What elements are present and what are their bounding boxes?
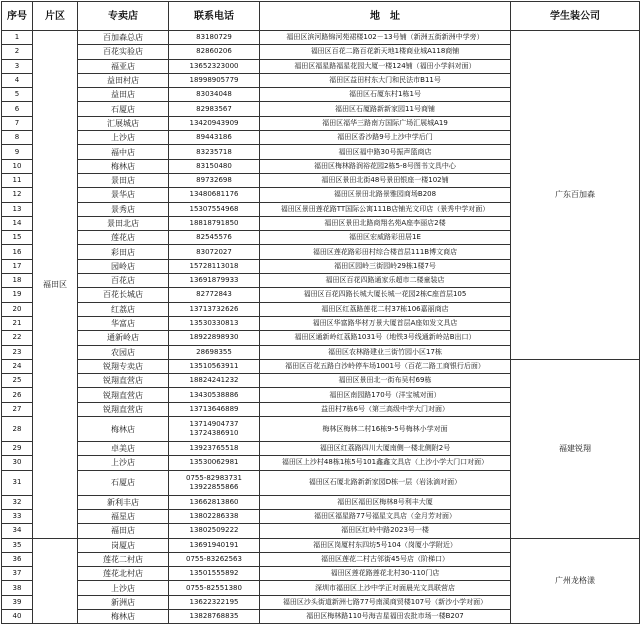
phone-number: 83235718 — [169, 145, 260, 159]
row-number: 38 — [2, 581, 33, 595]
phone-number: 0755-82983731 13922855866 — [169, 470, 260, 495]
store-name: 景秀店 — [78, 202, 169, 216]
table-body — [2, 31, 640, 624]
address: 益田村7栋6号（第三高级中学大门对面） — [260, 402, 511, 416]
store-name: 福星店 — [78, 509, 169, 523]
store-name: 梅林店 — [78, 159, 169, 173]
phone-number: 13714904737 13724386910 — [169, 417, 260, 442]
row-number: 10 — [2, 159, 33, 173]
address: 福田区景田北路景雅园商场B208 — [260, 188, 511, 202]
address: 福田区梅林路润裕花园2栋5-8号图书文具中心 — [260, 159, 511, 173]
row-number: 2 — [2, 45, 33, 59]
address: 福田区华富路华材万景大厦首层A座如发文具店 — [260, 316, 511, 330]
phone-number: 13802286338 — [169, 509, 260, 523]
phone-number: 13713646889 — [169, 402, 260, 416]
row-number: 22 — [2, 331, 33, 345]
row-number: 6 — [2, 102, 33, 116]
phone-number: 15307554968 — [169, 202, 260, 216]
phone-number: 89443186 — [169, 131, 260, 145]
row-number: 23 — [2, 345, 33, 359]
row-number: 15 — [2, 231, 33, 245]
address: 福田区福星路77号福星文具店（金月芳对面） — [260, 509, 511, 523]
row-number: 25 — [2, 374, 33, 388]
store-name: 梅林店 — [78, 417, 169, 442]
phone-number: 13510563911 — [169, 359, 260, 373]
row-number: 36 — [2, 552, 33, 566]
header-row — [2, 2, 640, 31]
table-row — [2, 359, 640, 373]
row-number: 5 — [2, 88, 33, 102]
row-number: 14 — [2, 216, 33, 230]
phone-number: 82545576 — [169, 231, 260, 245]
row-number: 3 — [2, 59, 33, 73]
phone-number: 82772843 — [169, 288, 260, 302]
store-name: 景田北店 — [78, 216, 169, 230]
brand-cell: 福建锐翔 — [511, 359, 640, 538]
address: 福田区百花二路百花新天地1楼商业城A118商铺 — [260, 45, 511, 59]
store-name: 益田店 — [78, 88, 169, 102]
store-name: 新利丰店 — [78, 495, 169, 509]
store-name: 景华店 — [78, 188, 169, 202]
brand-cell: 广州龙格漾 — [511, 538, 640, 624]
row-number: 30 — [2, 456, 33, 470]
row-number: 28 — [2, 417, 33, 442]
phone-number: 83180729 — [169, 31, 260, 45]
header-address: 地 址 — [260, 2, 511, 31]
header-phone: 联系电话 — [169, 2, 260, 31]
address: 福田区梅林路110号海吉星福田农批市场一楼B207 — [260, 609, 511, 623]
address: 福田区石厦东村1栋1号 — [260, 88, 511, 102]
row-number: 17 — [2, 259, 33, 273]
address: 福田区滨河路锦河苑裙楼102－13号铺（新洲五街新洲中学旁） — [260, 31, 511, 45]
address: 福田区红荔路四川大厦南侧一楼北侧附2号 — [260, 442, 511, 456]
address: 福田区园岭三街园岭29栋1楼7号 — [260, 259, 511, 273]
store-name: 新洲店 — [78, 595, 169, 609]
address: 福田区沙头街道新洲七路77号南溪商贸楼107号（新沙小学对面） — [260, 595, 511, 609]
table-row — [2, 31, 640, 45]
store-name: 锐翔专卖店 — [78, 359, 169, 373]
phone-number: 18818791850 — [169, 216, 260, 230]
address: 福田区红荔路莲花二村37栋106嘉丽商店 — [260, 302, 511, 316]
phone-number: 13828768835 — [169, 609, 260, 623]
header-district: 片区 — [33, 2, 78, 31]
row-number: 34 — [2, 524, 33, 538]
store-name: 上沙店 — [78, 131, 169, 145]
address: 福田区福华三路南方国际广场汇展城A19 — [260, 116, 511, 130]
phone-number: 0755-83262563 — [169, 552, 260, 566]
row-number: 24 — [2, 359, 33, 373]
store-name: 百花长城店 — [78, 288, 169, 302]
address: 福田区福星路福星花园大厦一楼124铺（福田小学斜对面） — [260, 59, 511, 73]
district-cell: 福田区 — [33, 31, 78, 539]
row-number: 35 — [2, 538, 33, 552]
store-name: 莲花二村店 — [78, 552, 169, 566]
phone-number: 18824241232 — [169, 374, 260, 388]
address: 福田区南园路170号（洋宝城对面） — [260, 388, 511, 402]
row-number: 29 — [2, 442, 33, 456]
row-number: 33 — [2, 509, 33, 523]
store-name: 百加森总店 — [78, 31, 169, 45]
store-name: 通新岭店 — [78, 331, 169, 345]
store-name: 百花实验店 — [78, 45, 169, 59]
address: 福田区石厦北路新新家园D栋一层（岩泳滴对面） — [260, 470, 511, 495]
store-name: 梅林店 — [78, 609, 169, 623]
store-name: 岗厦店 — [78, 538, 169, 552]
address: 福田区石厦路新新家园11号商铺 — [260, 102, 511, 116]
row-number: 4 — [2, 73, 33, 87]
phone-number: 13622322195 — [169, 595, 260, 609]
address: 福田区百花四路长城大厦长城一花园2栋C座首层105 — [260, 288, 511, 302]
header-brand: 学生装公司 — [511, 2, 640, 31]
store-name: 红荔店 — [78, 302, 169, 316]
row-number: 18 — [2, 274, 33, 288]
store-name: 益田村店 — [78, 73, 169, 87]
store-name: 福中店 — [78, 145, 169, 159]
store-name: 锐翔直营店 — [78, 374, 169, 388]
store-name: 彩田店 — [78, 245, 169, 259]
store-name: 石厦店 — [78, 102, 169, 116]
address: 福田区宏威路彩田居1E — [260, 231, 511, 245]
row-number: 32 — [2, 495, 33, 509]
store-name: 上沙店 — [78, 456, 169, 470]
row-number: 19 — [2, 288, 33, 302]
row-number: 26 — [2, 388, 33, 402]
phone-number: 13662813860 — [169, 495, 260, 509]
store-table — [1, 1, 640, 624]
phone-number: 13480681176 — [169, 188, 260, 202]
address: 福田区福中路30号振声篮商店 — [260, 145, 511, 159]
phone-number: 83150480 — [169, 159, 260, 173]
address: 福田区百花五路白沙岭停车场1001号（百花二路工商银行后面） — [260, 359, 511, 373]
row-number: 8 — [2, 131, 33, 145]
phone-number: 13652323000 — [169, 59, 260, 73]
header-no: 序号 — [2, 2, 33, 31]
phone-number: 28698355 — [169, 345, 260, 359]
phone-number: 13802509222 — [169, 524, 260, 538]
row-number: 7 — [2, 116, 33, 130]
row-number: 21 — [2, 316, 33, 330]
store-name: 汇展城店 — [78, 116, 169, 130]
address: 梅林区梅林二村16栋9-5号梅林小学对面 — [260, 417, 511, 442]
row-number: 20 — [2, 302, 33, 316]
address: 福田区莲花二村古邻街45号店（阶梯口） — [260, 552, 511, 566]
row-number: 9 — [2, 145, 33, 159]
phone-number: 13530062981 — [169, 456, 260, 470]
header-store: 专卖店 — [78, 2, 169, 31]
store-name: 福亚店 — [78, 59, 169, 73]
address: 深圳市福田区上沙中学正对面晨光文具联营店 — [260, 581, 511, 595]
brand-cell: 广东百加森 — [511, 31, 640, 360]
phone-number: 89732698 — [169, 173, 260, 187]
phone-number: 15728113018 — [169, 259, 260, 273]
store-name: 卓美店 — [78, 442, 169, 456]
phone-number: 13530330813 — [169, 316, 260, 330]
store-name: 百花店 — [78, 274, 169, 288]
phone-number: 13713732626 — [169, 302, 260, 316]
address: 福田区岗厦村东四坊5号104（岗厦小学附近） — [260, 538, 511, 552]
store-name: 农园店 — [78, 345, 169, 359]
address: 福田区景田北路商翔名苑A座李丽店2楼 — [260, 216, 511, 230]
address: 福田区香沙路9号上沙中学后门 — [260, 131, 511, 145]
address: 福田区红岭中路2023号一楼 — [260, 524, 511, 538]
address: 福田区福田区梅林8号利丰大厦 — [260, 495, 511, 509]
table-row — [2, 538, 640, 552]
phone-number: 83034048 — [169, 88, 260, 102]
row-number: 27 — [2, 402, 33, 416]
store-name: 上沙店 — [78, 581, 169, 595]
phone-number: 82983567 — [169, 102, 260, 116]
row-number: 31 — [2, 470, 33, 495]
store-name: 景田店 — [78, 173, 169, 187]
store-name: 锐翔直营店 — [78, 402, 169, 416]
phone-number: 13420943909 — [169, 116, 260, 130]
store-name: 福田店 — [78, 524, 169, 538]
phone-number: 0755-82551380 — [169, 581, 260, 595]
row-number: 11 — [2, 173, 33, 187]
address: 福田区百花四路通家乐超市二楼童装店 — [260, 274, 511, 288]
address: 福田区景田北一街布吴村69栋 — [260, 374, 511, 388]
row-number: 39 — [2, 595, 33, 609]
row-number: 1 — [2, 31, 33, 45]
phone-number: 13691879933 — [169, 274, 260, 288]
row-number: 37 — [2, 567, 33, 581]
store-name: 莲花北村店 — [78, 567, 169, 581]
phone-number: 18922898930 — [169, 331, 260, 345]
address: 福田区上沙村48栋1栋5号101鑫鑫文具店（上沙小学大门口对面） — [260, 456, 511, 470]
phone-number: 13691940191 — [169, 538, 260, 552]
store-name: 华富店 — [78, 316, 169, 330]
store-name: 石厦店 — [78, 470, 169, 495]
address: 福田区景田莲花路TT国际公寓111B店铺光文印店（景秀中学对面） — [260, 202, 511, 216]
phone-number: 13923765518 — [169, 442, 260, 456]
row-number: 16 — [2, 245, 33, 259]
phone-number: 13501555892 — [169, 567, 260, 581]
phone-number: 83072027 — [169, 245, 260, 259]
address: 福田区景田北街48号景田银座一楼102铺 — [260, 173, 511, 187]
store-name: 莲花店 — [78, 231, 169, 245]
row-number: 13 — [2, 202, 33, 216]
phone-number: 82860206 — [169, 45, 260, 59]
store-name: 锐翔直营店 — [78, 388, 169, 402]
address: 福田区通新岭红荔路1031号（地铁3号线通新岭站B出口） — [260, 331, 511, 345]
address: 福田区莲花路彩田村综合楼首层111B博文商店 — [260, 245, 511, 259]
store-name: 园岭店 — [78, 259, 169, 273]
address: 福田区农林路建业三街竹园小区17栋 — [260, 345, 511, 359]
phone-number: 13430538886 — [169, 388, 260, 402]
phone-number: 18998905779 — [169, 73, 260, 87]
address: 福田区益田村东大门和民法市B11号 — [260, 73, 511, 87]
row-number: 12 — [2, 188, 33, 202]
district-cell-empty — [33, 538, 78, 624]
row-number: 40 — [2, 609, 33, 623]
address: 福田区莲花路莲花北村30-110门店 — [260, 567, 511, 581]
